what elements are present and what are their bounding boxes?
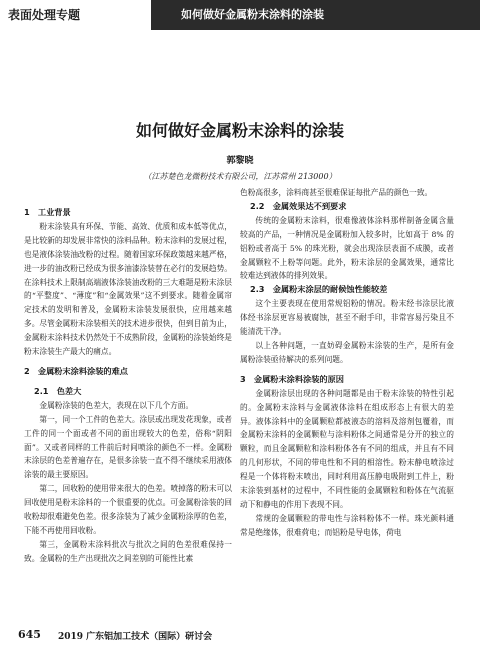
page-header <box>0 0 480 30</box>
paragraph: 第一，同一个工件的色差大。涂层或出现发花现象，或者工件的同一个面或者不同的面出现较大的色差，俗称“阴阳面”。又或者同样的工件前后时间喷涂的颜色不一样。金属粉末涂层的色差普遍存在，是很多涂装一直不得不继续采用液体涂装的最主要原因。 <box>24 414 232 480</box>
section-heading-1: 1 工业背景 <box>24 207 71 217</box>
paragraph: 色粉高很多，涂料商甚至很难保证每批产品的颜色一致。 <box>240 188 433 197</box>
author-name: 郭黎晓 <box>226 156 254 166</box>
section-heading-3: 3 金属粉末涂料涂装的原因 <box>240 373 344 384</box>
right-column <box>240 186 454 540</box>
article-title: 如何做好金属粉末涂料的涂装 <box>135 121 344 140</box>
section-label: 表面处理专题 <box>0 0 151 30</box>
publication-name: 2019 广东铝加工技术（国际）研讨会 <box>58 632 213 642</box>
subsection-heading-2-1: 2.1 色差大 <box>34 385 82 396</box>
paragraph: 常规的金属颗粒的带电性与涂料粉体不一样。珠光颜料通常是绝缘体，很难荷电；而铝粉是导电体，荷电 <box>240 513 454 537</box>
paragraph: 以上各种问题，一直妨碍金属粉末涂装的生产，是所有金属粉涂装亟待解决的系列问题。 <box>240 340 454 364</box>
subsection-heading-2-2: 2.2 金属效果达不到要求 <box>250 200 347 211</box>
page-number: 645 <box>18 628 41 641</box>
running-title: 如何做好金属粉末涂料的涂装 <box>151 0 480 30</box>
section-heading-2: 2 金属粉末涂料涂装的难点 <box>24 365 128 376</box>
subsection-heading-2-3: 2.3 金属粉末涂层的耐候蚀性能较差 <box>250 284 388 295</box>
left-column <box>24 186 232 566</box>
paragraph: 这个主要表现在使用常规铝粉的情况。粉末经书涂层比液体经书涂层更容易被腐蚀，甚至不耐手印，非常容易污染且不能清洗干净。 <box>240 299 454 337</box>
paragraph: 传统的金属粉末涂料，很难像液体涂料那样制备金属含量较高的产品，一种情况是金属粉加入较多时，比如高于 8% 的铝粉或者高于 5% 的珠光粉，就会出现涂层表面不成膜，或者金属颗粒不上粉等问题。此外，粉末涂层的金属效果，通常比较难达到液体的排列效果。 <box>240 215 454 281</box>
paragraph: 粉末涂装具有环保、节能、高效、优质和成本低等优点，是比较新的却发展非常快的涂料品种。粉末涂料的发展过程，也是液体涂装油改粉的过程。随着国家环保政策越来越严格，进一步的油改粉已经成为很多油漆涂装替在必行的发展趋势。在涂料技术上限制高端液体涂装油改粉的三大难题是粉末涂层的“平整度”、“薄度”和“金属效果”这不到要求。随着金属帘定技术的发明和普及，金属粉末涂装发展很快，应用越来越多。尽管金属粉末涂装相关的技术进步很快，但到目前为止，金属粉末涂料技术仍然处于不成熟阶段，金属粉的涂装始终是粉末涂装生产最大的痛点。 <box>24 221 232 357</box>
paragraph: 金属粉涂层出现的各种问题都是由于粉末涂装的特性引起的。金属粉末涂料与金属液体涂料在组成形态上有很大的差异。液体涂料中的金属颗粒都被液态的溶料及溶剂包覆着，而金属粉末涂料的金属颗粒与涂料粉体之间通常是分开的独立的颗粒，而且金属颗粒和涂料粉体各有不同的组成，并且有不同的几何形状，不同的带电性和不同的相溶性。粉末静电喷涂过程是一个体将粉末喷出，同时利用高压静电吸附到工件上，粉末涂装到基材的过程中，不同性能的金属颗粒和粉体在气流驱动下和静电的作用下表现不同。 <box>240 388 454 509</box>
page-footer <box>0 628 480 651</box>
author-affiliation: （江苏楚色龙微粉技术有限公司，江苏常州 213000） <box>143 172 337 181</box>
paragraph: 第三，金属粉末涂料批次与批次之间的色差很难保持一致。金属粉的生产出现批次之间差别的可能性比素 <box>24 539 232 563</box>
paragraph: 金属粉涂装的色差大，表现在以下几个方面。 <box>39 400 194 410</box>
paragraph: 第二，回收粉的使用带来很大的色差。喷掉落的粉末可以回收使用是粉末涂料的一个很重要的优点。可金属粉涂装的回收粉却很难避免色差。很多涂装为了减少金属粉涂厚的色差，下能不再使用回收粉。 <box>24 484 232 535</box>
